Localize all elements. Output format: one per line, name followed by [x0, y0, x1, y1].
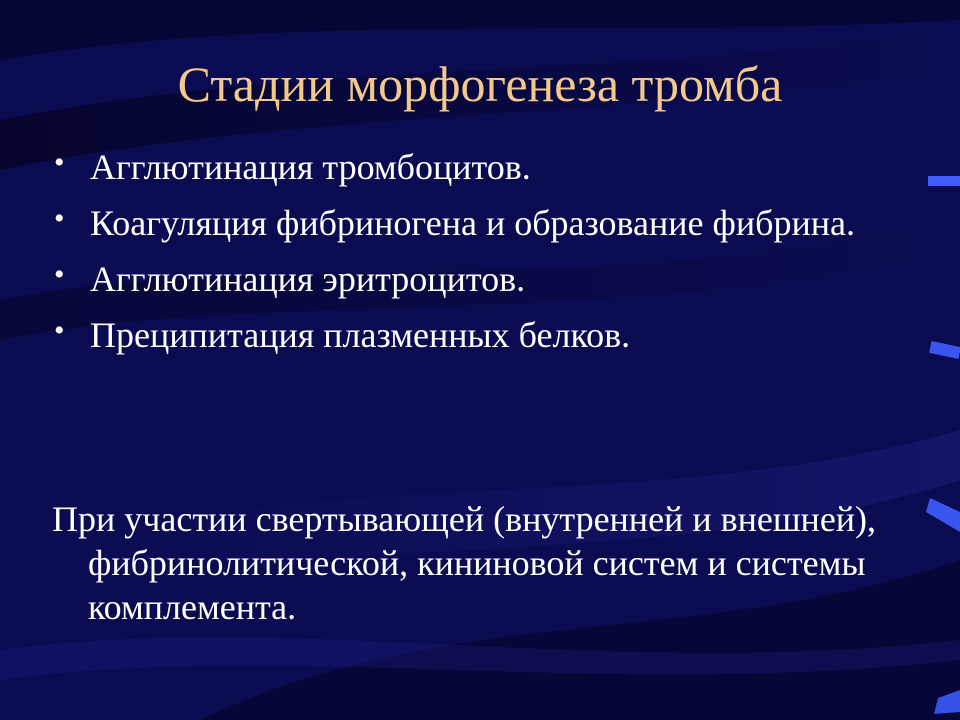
bullet-dot-icon: • — [54, 146, 65, 179]
bullet-item — [52, 313, 872, 357]
slide-title: Стадии морфогенеза тромба — [177, 56, 783, 112]
bullet-text: Коагуляция фибриногена и образование фибрина. — [90, 203, 855, 243]
bullet-item — [52, 145, 872, 189]
bullet-text: Преципитация плазменных белков. — [90, 315, 631, 355]
bullet-dot-icon: • — [54, 314, 65, 347]
bullet-text: Агглютинация тромбоцитов. — [90, 147, 531, 187]
bullet-item — [52, 201, 872, 245]
bullet-dot-icon: • — [54, 258, 65, 291]
bullet-dot-icon: • — [54, 202, 65, 235]
bullet-item — [52, 257, 872, 301]
bullet-list — [52, 145, 872, 369]
accent-stroke-1 — [928, 176, 960, 186]
bullet-text: Агглютинация эритроцитов. — [90, 259, 526, 299]
slide-note: При участии свертывающей (внутренней и внешней), фибринолитической, кининовой систем и системы комплемента. — [52, 499, 877, 627]
